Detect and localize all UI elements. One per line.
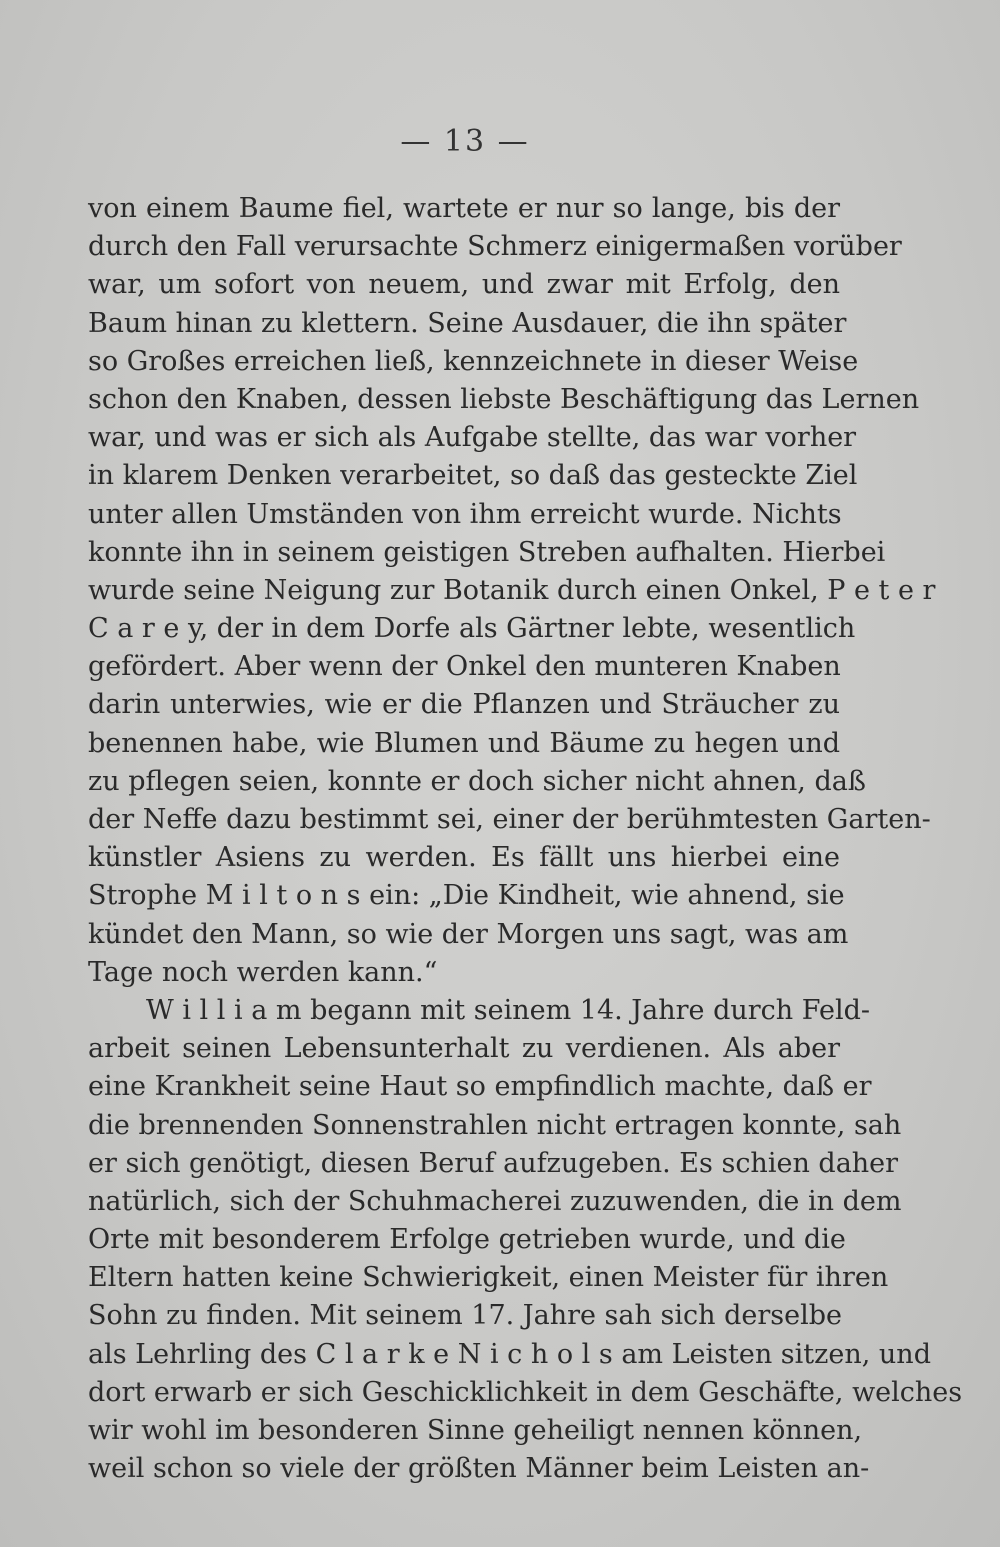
body-text: [88, 190, 963, 1488]
text-line: wir wohl im besonderen Sinne geheiligt nennen können,: [88, 1415, 863, 1446]
text-line: künstler Asiens zu werden. Es fällt uns hierbei eine: [88, 842, 840, 874]
text-line: benennen habe, wie Blumen und Bäume zu hegen und: [88, 727, 840, 759]
page-number: — 13 —: [400, 124, 530, 159]
text-line: Eltern hatten keine Schwierigkeit, einen Meister für ihren: [88, 1262, 889, 1294]
text-line: Tage noch werden kann.“: [88, 956, 438, 988]
text-line: von einem Baume fiel, wartete er nur so lange, bis der: [88, 193, 840, 224]
text-line: C a r e y, der in dem Dorfe als Gärtner lebte, wesentlich: [88, 613, 856, 645]
text-line: darin unterwies, wie er die Pflanzen und Sträucher zu: [88, 689, 840, 721]
text-line: war, um sofort von neuem, und zwar mit Erfolg, den: [88, 269, 840, 301]
text-line: er sich genötigt, diesen Beruf aufzugeben. Es schien daher: [88, 1147, 899, 1179]
text-line: durch den Fall verursachte Schmerz einigermaßen vorüber: [88, 231, 902, 263]
text-line: arbeit seinen Lebensunterhalt zu verdienen. Als aber: [88, 1033, 840, 1065]
text-line: wurde seine Neigung zur Botanik durch einen Onkel, P e t e r: [88, 574, 936, 606]
text-line: konnte ihn in seinem geistigen Streben aufhalten. Hierbei: [88, 536, 886, 568]
text-line: weil schon so viele der größten Männer beim Leisten an-: [88, 1453, 870, 1485]
text-line: kündet den Mann, so wie der Morgen uns sagt, was am: [88, 918, 849, 950]
text-line: war, und was er sich als Aufgabe stellte, das war vorher: [88, 422, 857, 454]
text-line: dort erwarb er sich Geschicklichkeit in dem Geschäfte, welches: [88, 1376, 963, 1408]
text-line: die brennenden Sonnenstrahlen nicht ertragen konnte, sah: [88, 1109, 902, 1141]
text-line: natürlich, sich der Schuhmacherei zuzuwenden, die in dem: [88, 1185, 902, 1217]
text-line: in klarem Denken verarbeitet, so daß das gesteckte Ziel: [88, 460, 858, 492]
text-line: so Großes erreichen ließ, kennzeichnete in dieser Weise: [88, 345, 859, 377]
text-line: Strophe M i l t o n s ein: „Die Kindheit, wie ahnend, sie: [88, 880, 845, 912]
text-line: unter allen Umständen von ihm erreicht wurde. Nichts: [88, 498, 842, 530]
text-line: als Lehrling des C l a r k e N i c h o l s am Leisten sitzen, und: [88, 1338, 931, 1370]
text-line: W i l l i a m begann mit seinem 14. Jahre durch Feld-: [146, 994, 871, 1026]
text-line: Orte mit besonderem Erfolge getrieben wurde, und die: [88, 1224, 846, 1256]
text-line: der Neffe dazu bestimmt sei, einer der berühmtesten Garten-: [88, 804, 931, 835]
text-line: eine Krankheit seine Haut so empfindlich machte, daß er: [88, 1071, 872, 1103]
text-line: Baum hinan zu klettern. Seine Ausdauer, die ihn später: [88, 307, 847, 339]
text-line: zu pflegen seien, konnte er doch sicher nicht ahnen, daß: [88, 765, 866, 797]
text-line: schon den Knaben, dessen liebste Beschäftigung das Lernen: [88, 383, 920, 415]
text-line: gefördert. Aber wenn der Onkel den munteren Knaben: [88, 651, 841, 683]
text-line: Sohn zu finden. Mit seinem 17. Jahre sah sich derselbe: [88, 1300, 842, 1332]
